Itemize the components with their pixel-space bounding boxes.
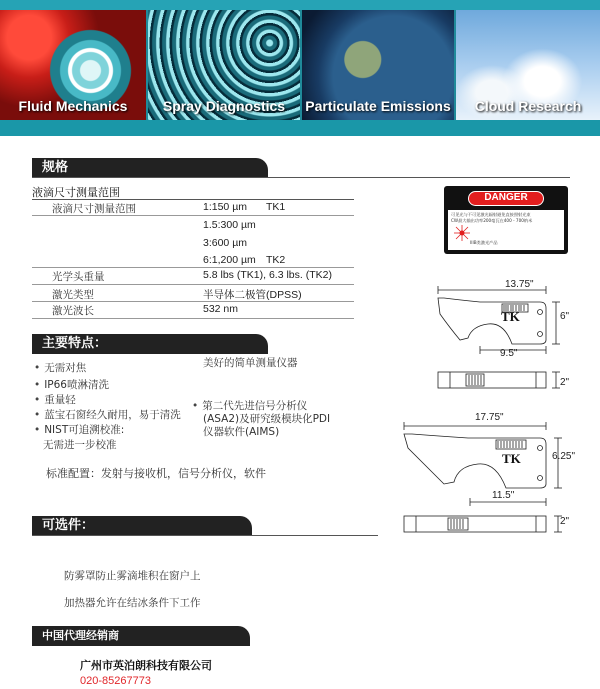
spec-value: 6:1,200 µm bbox=[203, 254, 256, 266]
danger-text-line: 可见光与不可见激光辐射避免直接照射光束 bbox=[451, 212, 531, 217]
divider bbox=[32, 267, 354, 268]
spec-note: TK1 bbox=[266, 201, 286, 213]
feature-item-line: 仪器软件(AIMS) bbox=[203, 426, 280, 438]
feature-item-line: (ASA2)及研究级模块化PDI bbox=[203, 413, 331, 425]
tk1-base-dimension: 9.5" bbox=[500, 348, 518, 359]
feature-item: • 蓝宝石窗经久耐用，易于清洗 bbox=[34, 407, 181, 422]
feature-summary: 美好的简单测量仪器 bbox=[203, 357, 298, 369]
options-heading-rule bbox=[32, 535, 378, 536]
option-item: 加热器允许在结冰条件下工作 bbox=[64, 597, 201, 609]
banner-panel-spray-diagnostics[interactable] bbox=[148, 10, 300, 120]
dealer-heading: 中国代理经销商 bbox=[32, 626, 250, 646]
divider bbox=[32, 301, 354, 302]
tk1-height-dimension: 6" bbox=[560, 311, 570, 322]
tk2-depth-dimension: 2" bbox=[560, 516, 570, 527]
spec-value: 1.5:300 µm bbox=[203, 219, 256, 231]
dealer-phone[interactable]: 020-85267773 bbox=[80, 675, 151, 687]
danger-title: DANGER bbox=[468, 191, 544, 206]
spec-label: 激光类型 bbox=[52, 289, 94, 301]
tk1-model-label: TK bbox=[501, 309, 520, 324]
divider bbox=[32, 199, 354, 200]
spec-value: 532 nm bbox=[203, 303, 239, 315]
banner-bottom-strip bbox=[0, 120, 600, 136]
feature-item: • 重量轻 bbox=[34, 392, 76, 407]
header-banner bbox=[0, 0, 600, 136]
dealer-company-name: 广州市英泊朗科技有限公司 bbox=[80, 659, 212, 672]
banner-caption: Cloud Research bbox=[474, 98, 582, 114]
tk2-base-dimension: 11.5" bbox=[492, 490, 515, 501]
spec-note: TK2 bbox=[266, 254, 286, 266]
danger-label-body bbox=[448, 210, 564, 250]
specs-heading-rule bbox=[32, 177, 570, 178]
banner-caption: Spray Diagnostics bbox=[162, 98, 286, 114]
spec-value: 3:600 µm bbox=[203, 237, 247, 249]
features-heading: 主要特点： bbox=[32, 334, 268, 354]
divider bbox=[32, 215, 354, 216]
feature-item: • 第二代先进信号分析仪 bbox=[192, 398, 307, 413]
tk2-width-dimension: 17.75" bbox=[475, 412, 504, 423]
spec-value: 半导体二极管(DPSS) bbox=[203, 289, 302, 301]
standard-config: 标准配置：发射与接收机，信号分析仪，软件 bbox=[46, 467, 266, 480]
spec-value: 5.8 lbs (TK1), 6.3 lbs. (TK2) bbox=[203, 269, 332, 281]
banner-caption: Fluid Mechanics bbox=[18, 98, 128, 114]
feature-item: • IP66喷淋清洗 bbox=[34, 377, 109, 392]
divider bbox=[32, 318, 354, 319]
feature-sub-item: 无需进一步校准 bbox=[43, 439, 117, 451]
specs-group-label: 液滴尺寸测量范围 bbox=[32, 186, 120, 199]
tk2-model-label: TK bbox=[502, 451, 521, 466]
feature-item: • 无需对焦 bbox=[34, 360, 86, 375]
spec-label: 光学头重量 bbox=[52, 271, 105, 283]
banner-top-strip bbox=[0, 0, 600, 10]
options-heading: 可选件： bbox=[32, 516, 252, 536]
feature-item: • NIST可追溯校准: bbox=[34, 422, 124, 437]
banner-caption: Particulate Emissions bbox=[305, 98, 451, 114]
banner-panel-cloud-research[interactable] bbox=[456, 10, 600, 120]
danger-text-line: IIIB类激光产品 bbox=[470, 240, 498, 245]
danger-text-line: CW最大输出功率200毫瓦在400 - 700纳米 bbox=[451, 218, 533, 223]
spec-label: 液滴尺寸测量范围 bbox=[52, 203, 136, 215]
laser-burst-icon bbox=[454, 225, 470, 241]
tk1-width-dimension: 13.75" bbox=[505, 279, 534, 290]
banner-panel-particulate-emissions[interactable] bbox=[302, 10, 454, 120]
tk1-depth-dimension: 2" bbox=[560, 377, 570, 388]
divider bbox=[32, 284, 354, 285]
spec-label: 激光波长 bbox=[52, 305, 94, 317]
banner-panel-fluid-mechanics[interactable] bbox=[0, 10, 146, 120]
danger-warning-label bbox=[444, 186, 568, 254]
tk2-height-dimension: 6.25" bbox=[552, 451, 576, 462]
spec-value: 1:150 µm bbox=[203, 201, 247, 213]
specs-heading: 规格 bbox=[32, 158, 268, 178]
option-item: 防雾罩防止雾滴堆积在窗户上 bbox=[64, 570, 201, 582]
